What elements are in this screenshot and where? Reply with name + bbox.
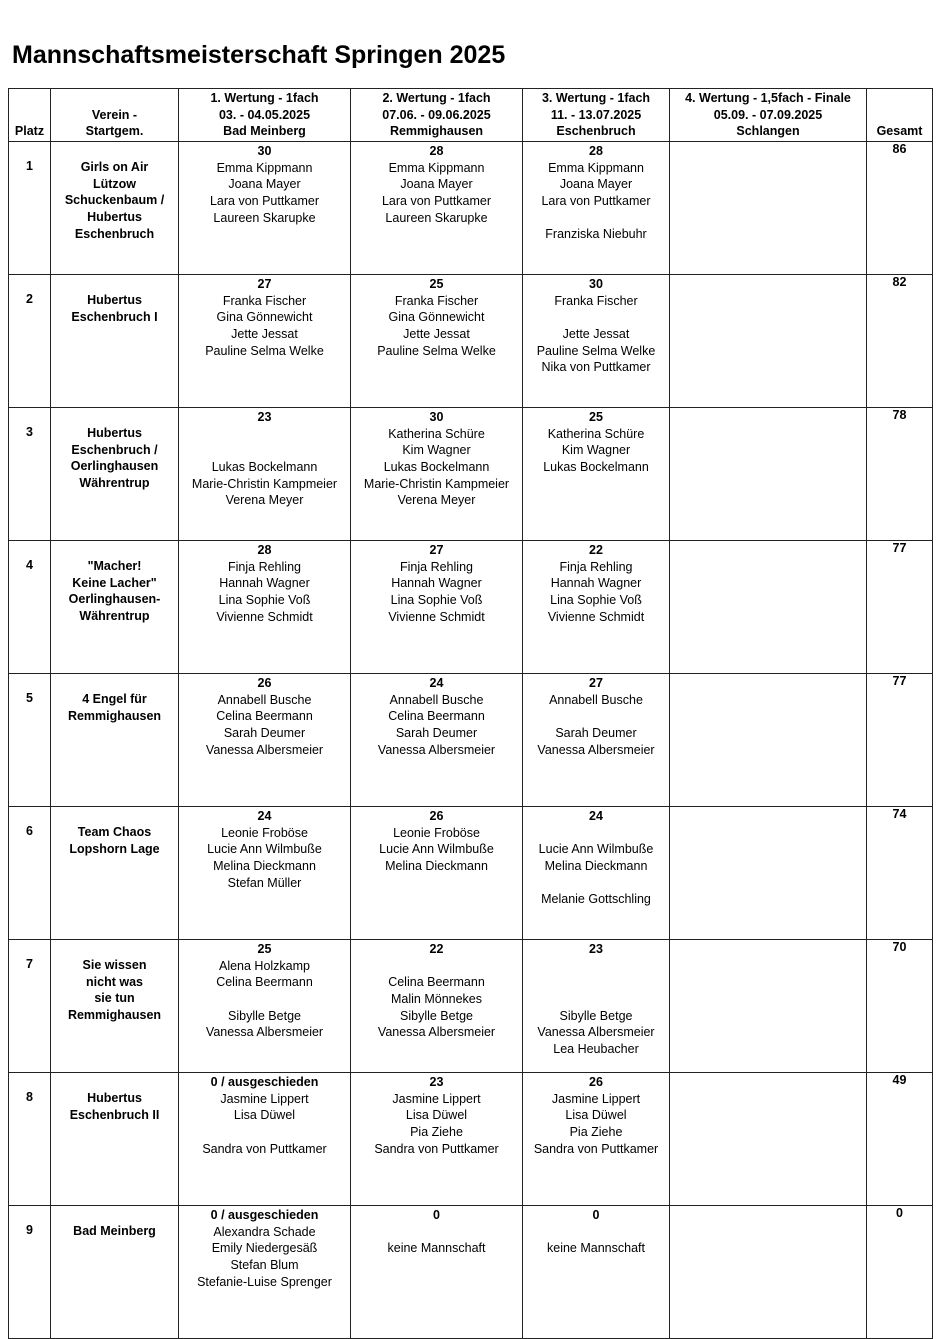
- platz-cell: 4: [9, 541, 51, 674]
- rider-name: Lukas Bockelmann: [383, 460, 490, 475]
- rider-name: Pauline Selma Welke: [205, 343, 324, 358]
- text-line: Lopshorn Lage: [69, 841, 160, 856]
- score-value: 27: [429, 543, 444, 557]
- rider-name: Hannah Wagner: [391, 576, 482, 591]
- score-value: 0 / ausgeschieden: [210, 1208, 319, 1222]
- rider-name: Kim Wagner: [402, 443, 471, 458]
- rider-name: Lea Heubacher: [553, 1042, 639, 1057]
- rider-name: Celina Beermann: [388, 709, 485, 724]
- rider-name: Gina Gönnewicht: [388, 310, 485, 325]
- rider-name: [179, 1124, 350, 1141]
- rider-name: Stefan Müller: [227, 875, 302, 890]
- rider-name: Lucie Ann Wilmbuße: [207, 842, 322, 857]
- rider-name: Franziska Niebuhr: [545, 227, 647, 242]
- text-line: 3. Wertung - 1fach: [541, 90, 651, 105]
- rider-name: Celina Beermann: [388, 975, 485, 990]
- text-line: Schuckenbaum /: [64, 193, 165, 208]
- wertung-4-cell: [670, 1073, 867, 1206]
- wertung-2-cell: [351, 807, 523, 940]
- gesamt-cell: 82: [867, 275, 933, 408]
- text-line: 05.09. - 07.09.2025: [713, 107, 823, 122]
- platz-cell: 5: [9, 674, 51, 807]
- text-line: nicht was: [86, 974, 143, 989]
- rider-name: Sarah Deumer: [555, 726, 637, 741]
- gesamt-cell: 70: [867, 940, 933, 1073]
- rider-name: Melina Dieckmann: [544, 859, 648, 874]
- score-value: 22: [589, 543, 603, 557]
- text-line: Verein -: [91, 107, 138, 122]
- rider-name: Jette Jessat: [231, 327, 298, 342]
- wertung-3-cell: [523, 541, 670, 674]
- rider-name: Franka Fischer: [394, 293, 479, 308]
- rider-name: Annabell Busche: [217, 692, 312, 707]
- score-value: 25: [257, 942, 272, 956]
- rider-name: Lisa Düwel: [233, 1108, 296, 1123]
- wertung-4-cell: [670, 408, 867, 541]
- rider-name: Jasmine Lippert: [551, 1091, 641, 1106]
- rider-name: Jasmine Lippert: [392, 1091, 481, 1106]
- rider-name: Lisa Düwel: [405, 1108, 468, 1123]
- rider-name: Celina Beermann: [216, 709, 313, 724]
- wertung-1-cell: [179, 275, 351, 408]
- rider-name: [179, 442, 350, 459]
- rider-name: Katherina Schüre: [547, 426, 645, 441]
- rider-name: Laureen Skarupke: [213, 210, 316, 225]
- wertung-4-cell: [670, 142, 867, 275]
- rider-name: keine Mannschaft: [387, 1241, 486, 1256]
- rider-name: Alexandra Schade: [213, 1224, 316, 1239]
- text-line: 11. - 13.07.2025: [550, 107, 642, 122]
- verein-cell: [51, 275, 179, 408]
- text-line: Platz: [14, 124, 45, 139]
- gesamt-cell: 77: [867, 674, 933, 807]
- wertung-1-cell: [179, 408, 351, 541]
- verein-cell: [51, 1073, 179, 1206]
- text-line: Eschenbruch II: [69, 1107, 160, 1122]
- wertung-4-cell: [670, 541, 867, 674]
- rider-name: Sibylle Betge: [228, 1008, 301, 1023]
- rider-name: [523, 708, 669, 725]
- text-line: sie tun: [94, 991, 135, 1006]
- rider-name: Sibylle Betge: [559, 1008, 633, 1023]
- score-value: 24: [257, 809, 272, 823]
- score-value: 27: [257, 277, 272, 291]
- wertung-2-cell: [351, 408, 523, 541]
- rider-name: Lara von Puttkamer: [541, 194, 651, 209]
- rider-name: Stefan Blum: [230, 1258, 299, 1273]
- gesamt-cell: 0: [867, 1206, 933, 1339]
- score-value: 23: [589, 942, 603, 956]
- rider-name: Marie-Christin Kampmeier: [191, 476, 338, 491]
- table-row: [9, 940, 933, 1073]
- rider-name: Lina Sophie Voß: [390, 593, 483, 608]
- text-line: Eschenbruch I: [71, 309, 158, 324]
- rider-name: Vanessa Albersmeier: [537, 742, 655, 757]
- rider-name: Vanessa Albersmeier: [537, 1025, 655, 1040]
- gesamt-cell: 86: [867, 142, 933, 275]
- rider-name: Sandra von Puttkamer: [374, 1141, 499, 1156]
- score-value: 28: [429, 144, 444, 158]
- rider-name: Melina Dieckmann: [213, 859, 316, 874]
- rider-name: Vanessa Albersmeier: [377, 742, 496, 757]
- rider-name: Finja Rehling: [400, 559, 473, 574]
- wertung-3-cell: [523, 807, 670, 940]
- rider-name: Pia Ziehe: [569, 1125, 623, 1140]
- text-line: 4 Engel für: [82, 692, 147, 706]
- text-line: "Macher!: [87, 559, 142, 573]
- rider-name: [523, 991, 669, 1008]
- rider-name: Hannah Wagner: [550, 576, 642, 591]
- rider-name: [523, 875, 669, 892]
- rider-name: Vanessa Albersmeier: [205, 742, 324, 757]
- rider-name: Melina Dieckmann: [385, 859, 488, 874]
- table-row: [9, 541, 933, 674]
- text-line: 2. Wertung - 1fach: [382, 90, 491, 105]
- rider-name: Sarah Deumer: [395, 726, 478, 741]
- rider-name: Pauline Selma Welke: [536, 343, 656, 358]
- table-row: [9, 408, 933, 541]
- text-line: Bad Meinberg: [223, 124, 306, 139]
- rider-name: Lina Sophie Voß: [550, 593, 642, 608]
- text-line: Hubertus: [87, 1091, 142, 1105]
- rider-name: Joana Mayer: [559, 177, 633, 192]
- wertung-2-cell: [351, 541, 523, 674]
- header-row: [9, 89, 933, 142]
- rider-name: Sarah Deumer: [223, 726, 306, 741]
- rider-name: Vanessa Albersmeier: [205, 1025, 324, 1040]
- text-line: 03. - 04.05.2025: [218, 107, 311, 122]
- wertung-3-cell: [523, 275, 670, 408]
- score-value: 25: [589, 410, 603, 424]
- text-line: Eschenbruch /: [71, 442, 158, 457]
- rider-name: Finja Rehling: [559, 559, 633, 574]
- header-wertung-2: [351, 89, 523, 142]
- rider-name: Hannah Wagner: [219, 576, 310, 591]
- verein-cell: [51, 541, 179, 674]
- verein-cell: [51, 142, 179, 275]
- header-verein: [51, 89, 179, 142]
- wertung-1-cell: [179, 940, 351, 1073]
- rider-name: [523, 958, 669, 975]
- wertung-3-cell: [523, 408, 670, 541]
- text-line: Remmighausen: [389, 124, 484, 139]
- text-line: 07.06. - 09.06.2025: [382, 107, 491, 122]
- rider-name: Pia Ziehe: [410, 1125, 463, 1140]
- score-value: 22: [429, 942, 444, 956]
- page-title: Mannschaftsmeisterschaft Springen 2025: [12, 41, 506, 69]
- rider-name: Leonie Froböse: [221, 825, 308, 840]
- score-value: 0 / ausgeschieden: [210, 1075, 319, 1089]
- rider-name: [523, 974, 669, 991]
- table-row: [9, 674, 933, 807]
- text-line: Hubertus: [87, 426, 142, 440]
- rider-name: Verena Meyer: [225, 493, 304, 508]
- rider-name: Katherina Schüre: [388, 426, 485, 441]
- table-row: [9, 1206, 933, 1339]
- text-line: Girls on Air: [80, 160, 149, 174]
- wertung-1-cell: [179, 1073, 351, 1206]
- rider-name: Finja Rehling: [228, 559, 301, 574]
- text-line: Hubertus: [87, 210, 142, 225]
- verein-cell: [51, 1206, 179, 1339]
- rider-name: Kim Wagner: [561, 443, 631, 458]
- wertung-4-cell: [670, 807, 867, 940]
- score-value: 28: [589, 144, 603, 158]
- wertung-4-cell: [670, 940, 867, 1073]
- gesamt-cell: 78: [867, 408, 933, 541]
- rider-name: Lina Sophie Voß: [218, 593, 311, 608]
- rider-name: Pauline Selma Welke: [377, 343, 496, 358]
- wertung-3-cell: [523, 674, 670, 807]
- wertung-4-cell: [670, 275, 867, 408]
- text-line: 1. Wertung - 1fach: [210, 90, 319, 105]
- score-value: 26: [589, 1075, 603, 1089]
- rider-name: Laureen Skarupke: [385, 210, 488, 225]
- platz-cell: 9: [9, 1206, 51, 1339]
- platz-cell: 1: [9, 142, 51, 275]
- text-line: Schlangen: [736, 124, 800, 139]
- wertung-4-cell: [670, 1206, 867, 1339]
- gesamt-cell: 77: [867, 541, 933, 674]
- wertung-1-cell: [179, 142, 351, 275]
- wertung-4-cell: [670, 674, 867, 807]
- rider-name: Emily Niedergesäß: [211, 1241, 318, 1256]
- rider-name: Nika von Puttkamer: [541, 360, 651, 375]
- text-line: Gesamt: [876, 124, 923, 139]
- score-value: 30: [589, 277, 603, 291]
- rider-name: Lucie Ann Wilmbuße: [379, 842, 494, 857]
- rider-name: Joana Mayer: [400, 177, 473, 192]
- header-platz: [9, 89, 51, 142]
- rider-name: Annabell Busche: [549, 692, 643, 707]
- rider-name: [523, 825, 669, 842]
- rider-name: Sandra von Puttkamer: [533, 1141, 659, 1156]
- rider-name: Emma Kippmann: [388, 160, 485, 175]
- header-gesamt: [867, 89, 933, 142]
- rider-name: [523, 210, 669, 227]
- text-line: Lützow: [92, 176, 137, 191]
- wertung-1-cell: [179, 674, 351, 807]
- rider-name: Stefanie-Luise Sprenger: [197, 1274, 332, 1289]
- text-line: Währentrup: [79, 609, 150, 624]
- rider-name: [351, 958, 522, 975]
- score-value: 23: [429, 1075, 444, 1089]
- rider-name: Vivienne Schmidt: [216, 609, 313, 624]
- score-value: 25: [429, 277, 444, 291]
- rider-name: Malin Mönnekes: [390, 992, 482, 1007]
- rider-name: [179, 991, 350, 1008]
- text-line: Bad Meinberg: [73, 1224, 156, 1238]
- score-value: 28: [257, 543, 272, 557]
- rider-name: [523, 309, 669, 326]
- header-wertung-3: [523, 89, 670, 142]
- rider-name: Melanie Gottschling: [541, 892, 651, 907]
- header-wertung-1: [179, 89, 351, 142]
- rider-name: Marie-Christin Kampmeier: [363, 476, 510, 491]
- rider-name: Jette Jessat: [403, 327, 470, 342]
- rider-name: [179, 426, 350, 443]
- gesamt-cell: 49: [867, 1073, 933, 1206]
- verein-cell: [51, 807, 179, 940]
- rider-name: Emma Kippmann: [548, 160, 644, 175]
- rider-name: Vanessa Albersmeier: [377, 1025, 496, 1040]
- wertung-3-cell: [523, 1206, 670, 1339]
- table-row: [9, 275, 933, 408]
- rider-name: Lara von Puttkamer: [381, 194, 492, 209]
- text-line: Remmighausen: [67, 1008, 162, 1023]
- text-line: Eschenbruch: [556, 124, 636, 139]
- rider-name: Lisa Düwel: [565, 1108, 627, 1123]
- verein-cell: [51, 940, 179, 1073]
- rider-name: Leonie Froböse: [393, 825, 480, 840]
- score-value: 30: [257, 144, 272, 158]
- wertung-2-cell: [351, 1206, 523, 1339]
- platz-cell: 2: [9, 275, 51, 408]
- verein-cell: [51, 674, 179, 807]
- score-value: 26: [429, 809, 444, 823]
- rider-name: Sandra von Puttkamer: [202, 1141, 327, 1156]
- rider-name: Lucie Ann Wilmbuße: [538, 842, 654, 857]
- standings-table: [8, 88, 933, 1339]
- score-value: 0: [592, 1208, 600, 1222]
- table-row: [9, 1073, 933, 1206]
- platz-cell: 7: [9, 940, 51, 1073]
- platz-cell: 6: [9, 807, 51, 940]
- table-row: [9, 142, 933, 275]
- text-line: Oerlinghausen: [70, 459, 159, 474]
- wertung-3-cell: [523, 142, 670, 275]
- rider-name: Celina Beermann: [216, 975, 313, 990]
- rider-name: Alena Holzkamp: [218, 958, 310, 973]
- platz-cell: 3: [9, 408, 51, 541]
- score-value: 30: [429, 410, 444, 424]
- text-line: Währentrup: [79, 476, 150, 491]
- verein-cell: [51, 408, 179, 541]
- text-line: Eschenbruch: [74, 226, 155, 241]
- wertung-3-cell: [523, 1073, 670, 1206]
- header-wertung-4: [670, 89, 867, 142]
- gesamt-cell: 74: [867, 807, 933, 940]
- rider-name: [351, 1224, 522, 1241]
- text-line: Startgem.: [85, 124, 144, 139]
- wertung-3-cell: [523, 940, 670, 1073]
- text-line: 4. Wertung - 1,5fach - Finale: [685, 90, 851, 105]
- rider-name: Jasmine Lippert: [220, 1091, 309, 1106]
- rider-name: Emma Kippmann: [216, 160, 313, 175]
- rider-name: Vivienne Schmidt: [388, 609, 485, 624]
- rider-name: [523, 1224, 669, 1241]
- text-line: Team Chaos: [77, 825, 152, 839]
- wertung-1-cell: [179, 807, 351, 940]
- wertung-1-cell: [179, 1206, 351, 1339]
- wertung-2-cell: [351, 1073, 523, 1206]
- rider-name: Franka Fischer: [554, 293, 638, 308]
- rider-name: Lara von Puttkamer: [209, 194, 320, 209]
- rider-name: Vivienne Schmidt: [547, 609, 645, 624]
- score-value: 26: [257, 676, 272, 690]
- wertung-2-cell: [351, 940, 523, 1073]
- table-row: [9, 807, 933, 940]
- rider-name: Joana Mayer: [228, 177, 301, 192]
- text-line: Keine Lacher": [72, 575, 157, 590]
- rider-name: Lukas Bockelmann: [543, 460, 649, 475]
- score-value: 23: [257, 410, 272, 424]
- wertung-2-cell: [351, 142, 523, 275]
- score-value: 24: [429, 676, 444, 690]
- rider-name: Annabell Busche: [389, 692, 484, 707]
- score-value: 0: [433, 1208, 440, 1222]
- rider-name: Lukas Bockelmann: [211, 460, 318, 475]
- rider-name: Sibylle Betge: [400, 1008, 473, 1023]
- text-line: Sie wissen: [82, 958, 147, 972]
- rider-name: Verena Meyer: [397, 493, 476, 508]
- wertung-2-cell: [351, 275, 523, 408]
- rider-name: keine Mannschaft: [547, 1241, 645, 1256]
- wertung-1-cell: [179, 541, 351, 674]
- rider-name: Jette Jessat: [562, 327, 630, 342]
- rider-name: Gina Gönnewicht: [216, 310, 313, 325]
- score-value: 27: [589, 676, 603, 690]
- text-line: Hubertus: [87, 293, 142, 307]
- platz-cell: 8: [9, 1073, 51, 1206]
- text-line: Oerlinghausen-: [68, 592, 161, 607]
- wertung-2-cell: [351, 674, 523, 807]
- score-value: 24: [589, 809, 603, 823]
- text-line: Remmighausen: [67, 708, 162, 723]
- rider-name: Franka Fischer: [222, 293, 307, 308]
